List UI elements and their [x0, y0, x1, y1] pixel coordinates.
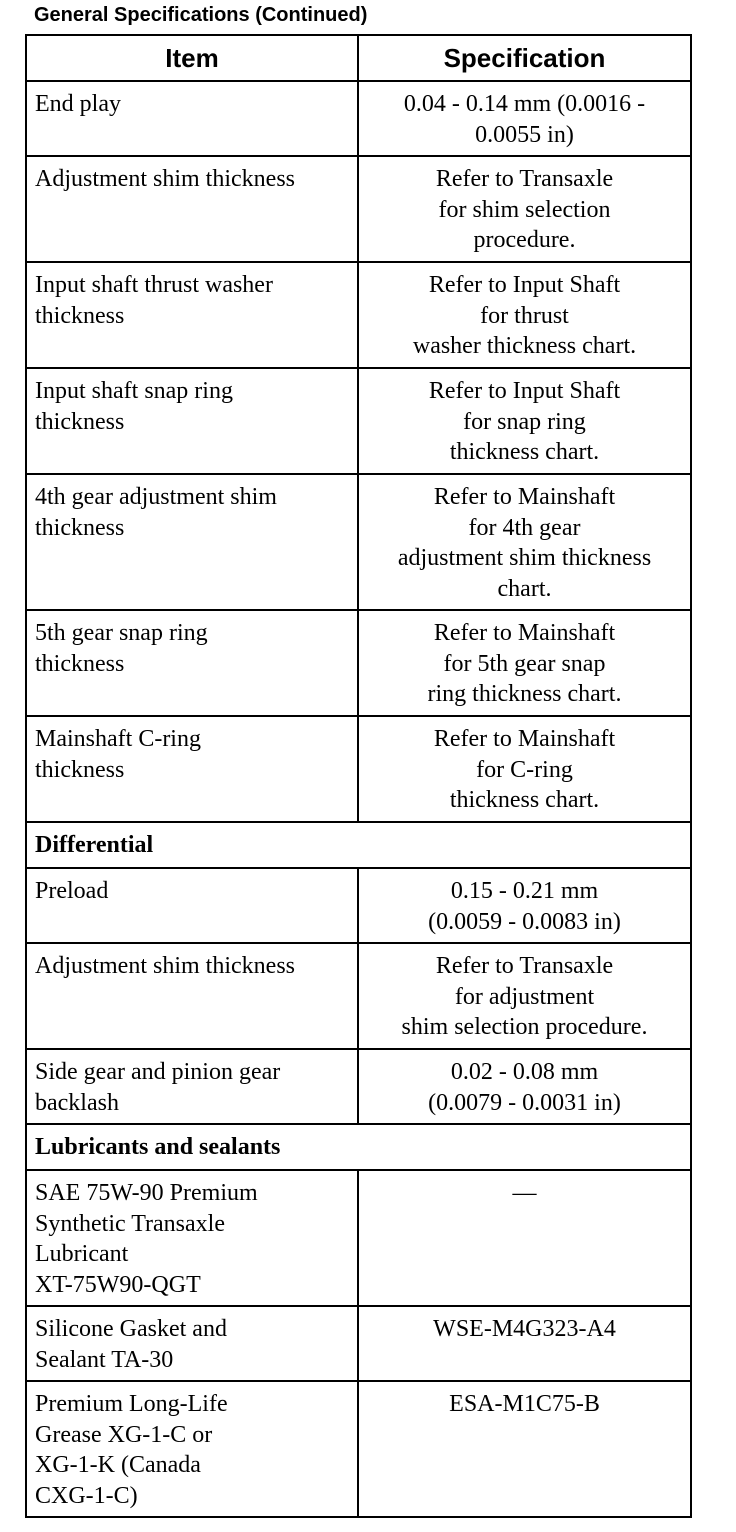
item-text-line: thickness: [35, 514, 125, 541]
specification-text-line: Refer to Input Shaft: [428, 378, 621, 404]
table-row: [26, 1306, 691, 1381]
item-cell: [26, 1170, 358, 1306]
specification-text-line: WSE-M4G323-A4: [433, 1316, 616, 1342]
specification-text-line: (0.0059 - 0.0083 in): [428, 908, 621, 935]
specification-text-line: procedure.: [473, 227, 576, 253]
item-text-line: backlash: [35, 1089, 119, 1116]
specification-cell: [358, 610, 691, 716]
item-text-line: End play: [35, 91, 121, 117]
specification-cell: [358, 81, 691, 156]
item-text-line: 5th gear snap ring: [35, 620, 208, 646]
item-cell: [26, 262, 358, 368]
specification-text-line: 0.0055 in): [475, 121, 574, 148]
item-text-line: SAE 75W-90 Premium: [35, 1180, 258, 1206]
specification-text-line: Refer to Input Shaft: [428, 272, 621, 298]
specification-cell: [358, 1381, 691, 1517]
item-text-line: XT-75W90-QGT: [35, 1271, 201, 1298]
item-text-line: Synthetic Transaxle: [35, 1210, 225, 1237]
item-text-line: Silicone Gasket and: [35, 1316, 227, 1342]
specification-text-line: washer thickness chart.: [412, 333, 637, 359]
item-text-line: Input shaft snap ring: [35, 378, 233, 404]
specification-text-line: —: [512, 1180, 537, 1206]
table-row: [26, 610, 691, 716]
specification-cell: [358, 262, 691, 368]
specification-text-line: for 5th gear snap: [443, 650, 606, 677]
item-text-line: Grease XG-1-C or: [35, 1421, 213, 1448]
table-row: [26, 1170, 691, 1306]
section-heading: Lubricants and sealants: [26, 1124, 691, 1170]
specification-cell: [358, 1306, 691, 1381]
specification-text-line: Refer to Transaxle: [435, 953, 614, 979]
specification-text-line: ring thickness chart.: [427, 681, 622, 707]
item-cell: [26, 868, 358, 943]
column-header-item: Item: [26, 35, 358, 81]
item-text-line: Side gear and pinion gear: [35, 1059, 281, 1085]
specification-text-line: Refer to Mainshaft: [433, 620, 616, 646]
table-row: [26, 81, 691, 156]
specification-text-line: for snap ring: [463, 408, 586, 435]
specification-cell: [358, 868, 691, 943]
specification-text-line: thickness chart.: [449, 787, 600, 813]
item-text-line: Adjustment shim thickness: [35, 953, 295, 979]
item-cell: [26, 1306, 358, 1381]
specification-cell: [358, 368, 691, 474]
specification-text-line: thickness chart.: [449, 439, 600, 465]
specification-text-line: for adjustment: [454, 983, 595, 1010]
item-cell: [26, 474, 358, 610]
table-row: [26, 1381, 691, 1517]
specification-cell: [358, 716, 691, 822]
specification-text-line: for thrust: [480, 302, 569, 329]
item-cell: [26, 81, 358, 156]
item-text-line: thickness: [35, 408, 125, 435]
specifications-table: [25, 34, 692, 1518]
table-body: [26, 81, 691, 1517]
specification-text-line: ESA-M1C75-B: [449, 1391, 600, 1417]
item-text-line: Mainshaft C-ring: [35, 726, 201, 752]
section-heading: Differential: [26, 822, 691, 868]
specification-cell: [358, 156, 691, 262]
table-header-row: [26, 35, 691, 81]
table-row: [26, 156, 691, 262]
specification-text-line: Refer to Mainshaft: [433, 726, 616, 752]
column-header-specification: Specification: [358, 35, 691, 81]
table-row: [26, 716, 691, 822]
specification-text-line: for 4th gear: [468, 514, 581, 541]
table-row: [26, 368, 691, 474]
table-row: [26, 943, 691, 1049]
specification-text-line: for C-ring: [476, 756, 573, 783]
table-row: [26, 868, 691, 943]
item-text-line: Sealant TA-30: [35, 1346, 174, 1373]
item-cell: [26, 1049, 358, 1124]
item-text-line: Lubricant: [35, 1241, 129, 1267]
specification-text-line: shim selection procedure.: [401, 1014, 648, 1040]
item-text-line: Input shaft thrust washer: [35, 272, 273, 298]
item-cell: [26, 156, 358, 262]
specification-cell: [358, 1049, 691, 1124]
specification-text-line: Refer to Transaxle: [435, 166, 614, 192]
specification-text-line: for shim selection: [438, 196, 611, 223]
item-text-line: Premium Long-Life: [35, 1391, 228, 1417]
item-cell: [26, 1381, 358, 1517]
item-text-line: thickness: [35, 302, 125, 329]
section-row: [26, 1124, 691, 1170]
item-text-line: Preload: [35, 878, 109, 904]
item-text-line: Adjustment shim thickness: [35, 166, 295, 192]
specification-text-line: 0.04 - 0.14 mm (0.0016 -: [403, 91, 646, 117]
specification-text-line: Refer to Mainshaft: [433, 484, 616, 510]
page-title: General Specifications (Continued): [34, 4, 368, 26]
specification-text-line: (0.0079 - 0.0031 in): [428, 1089, 621, 1116]
item-text-line: CXG-1-C): [35, 1482, 138, 1509]
item-text-line: XG-1-K (Canada: [35, 1452, 201, 1478]
specification-cell: [358, 1170, 691, 1306]
item-text-line: thickness: [35, 756, 125, 783]
table-row: [26, 1049, 691, 1124]
item-cell: [26, 368, 358, 474]
specification-cell: [358, 943, 691, 1049]
item-cell: [26, 610, 358, 716]
table-row: [26, 474, 691, 610]
item-text-line: 4th gear adjustment shim: [35, 484, 277, 510]
specification-cell: [358, 474, 691, 610]
item-cell: [26, 716, 358, 822]
item-text-line: thickness: [35, 650, 125, 677]
specification-text-line: adjustment shim thickness: [397, 545, 652, 571]
specification-text-line: 0.02 - 0.08 mm: [450, 1059, 599, 1085]
section-row: [26, 822, 691, 868]
specification-text-line: chart.: [497, 575, 552, 602]
table-row: [26, 262, 691, 368]
specification-text-line: 0.15 - 0.21 mm: [450, 878, 599, 904]
item-cell: [26, 943, 358, 1049]
